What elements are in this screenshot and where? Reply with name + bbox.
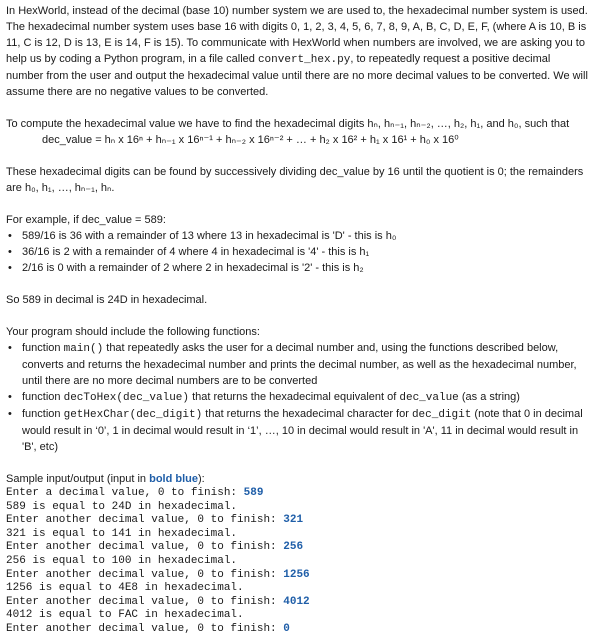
user-input: 256 [283,541,304,554]
user-input: 321 [283,514,304,527]
intro-text-1: In HexWorld, instead of the decimal (base 10) number system we are used to, the hexadecimal number system is used. The hexadecimal number system uses base 16 with digits 0, 1, 2, 3, 4, 5, 6, 7, 8, 9, A, B, C, D, E, F, (where A is 10, B is 11, C is 12, D is 13, E is 14, F is 15). To communicate with HexWorld when numbers are involved, we are asking you to help us by coding a Python program, in a file called [6,5,588,65]
sample-io-block [6,487,588,637]
io-line: 321 is equal to 141 in hexadecimal. [6,527,238,540]
io-line: Enter another decimal value, 0 to finish: 321 [6,514,304,527]
hex-formula: dec_value = hₙ x 16ⁿ + hₙ₋₁ x 16ⁿ⁻¹ + hₙ₋₂ x 16ⁿ⁻² + … + h₂ x 16² + h₁ x 16¹ + h₀ x 16⁰ [42,134,459,146]
function-item-main: • function main() that repeatedly asks the user for a decimal number and, using the functions described below, converts and returns the hexadecimal number and prints the decimal number, as well as the hexadecimal number, until there are no more decimal numbers are to be converted [8,342,577,387]
intro-text-2: , to repeatedly request a positive decimal number from the user and output the hexadecimal value until there are no more decimal values to be converted. We will assume there are no negative values to be converted. [6,53,588,98]
function-item-dectohex: • function decToHex(dec_value) that returns the hexadecimal equivalent of dec_value (as a string) [8,391,520,404]
functions-intro: Your program should include the following functions: [6,326,260,338]
function-signature: getHexChar(dec_digit) [63,409,203,421]
user-input: 1256 [283,568,310,581]
function-signature: decToHex(dec_value) [63,392,190,404]
functions-list [6,340,588,455]
example-bullet: • 2/16 is 0 with a remainder of 2 where 2 in hexadecimal is '2' - this is h₂ [8,262,364,274]
io-line: Enter a decimal value, 0 to finish: 589 [6,487,264,499]
io-line: Enter another decimal value, 0 to finish: 4012 [6,595,310,608]
function-signature: main() [63,343,104,355]
function-item-gethexchar: • function getHexChar(dec_digit) that returns the hexadecimal character for dec_digit (note that 0 in decimal would result in ‘0’, 1 in decimal would result in ‘1’, …, 10 in decimal would result in 'A', 11 in decimal would result in 'B', etc) [8,408,583,453]
example-bullet: • 36/16 is 2 with a remainder of 4 where 4 in hexadecimal is '4' - this is h₁ [8,246,370,258]
io-line: 1256 is equal to 4E8 in hexadecimal. [6,582,244,595]
example-bullet-list [6,228,588,276]
io-line: 4012 is equal to FAC in hexadecimal. [6,609,244,622]
sample-heading: Sample input/output (input in bold blue): [6,473,205,485]
division-paragraph: These hexadecimal digits can be found by successively dividing dec_value by 16 until the quotient is 0; the remainders are h₀, h₁, …, hₙ₋₁, hₙ. [6,166,584,194]
parameter-code: dec_value [399,392,459,404]
filename-code: convert_hex.py [257,54,351,66]
user-input: 0 [283,622,290,635]
io-line: Enter another decimal value, 0 to finish: 256 [6,541,304,554]
intro-paragraph [6,3,588,100]
io-line: Enter another decimal value, 0 to finish: 1256 [6,568,310,581]
assignment-document [6,3,588,637]
example-bullet: • 589/16 is 36 with a remainder of 13 where 13 in hexadecimal is 'D' - this is h₀ [8,230,397,242]
example-conclusion: So 589 in decimal is 24D in hexadecimal. [6,294,208,306]
compute-paragraph: To compute the hexadecimal value we have to find the hexadecimal digits hₙ, hₙ₋₁, hₙ₋₂, …, h₂, h₁, and h₀, such that [6,118,570,130]
user-input: 589 [243,487,264,499]
bold-blue-label: bold blue [149,473,198,485]
user-input: 4012 [283,595,310,608]
io-line: 256 is equal to 100 in hexadecimal. [6,554,238,567]
io-line: Enter another decimal value, 0 to finish: 0 [6,622,290,635]
example-intro: For example, if dec_value = 589: [6,214,166,226]
io-line: 589 is equal to 24D in hexadecimal. [6,500,238,513]
parameter-code: dec_digit [411,409,472,421]
